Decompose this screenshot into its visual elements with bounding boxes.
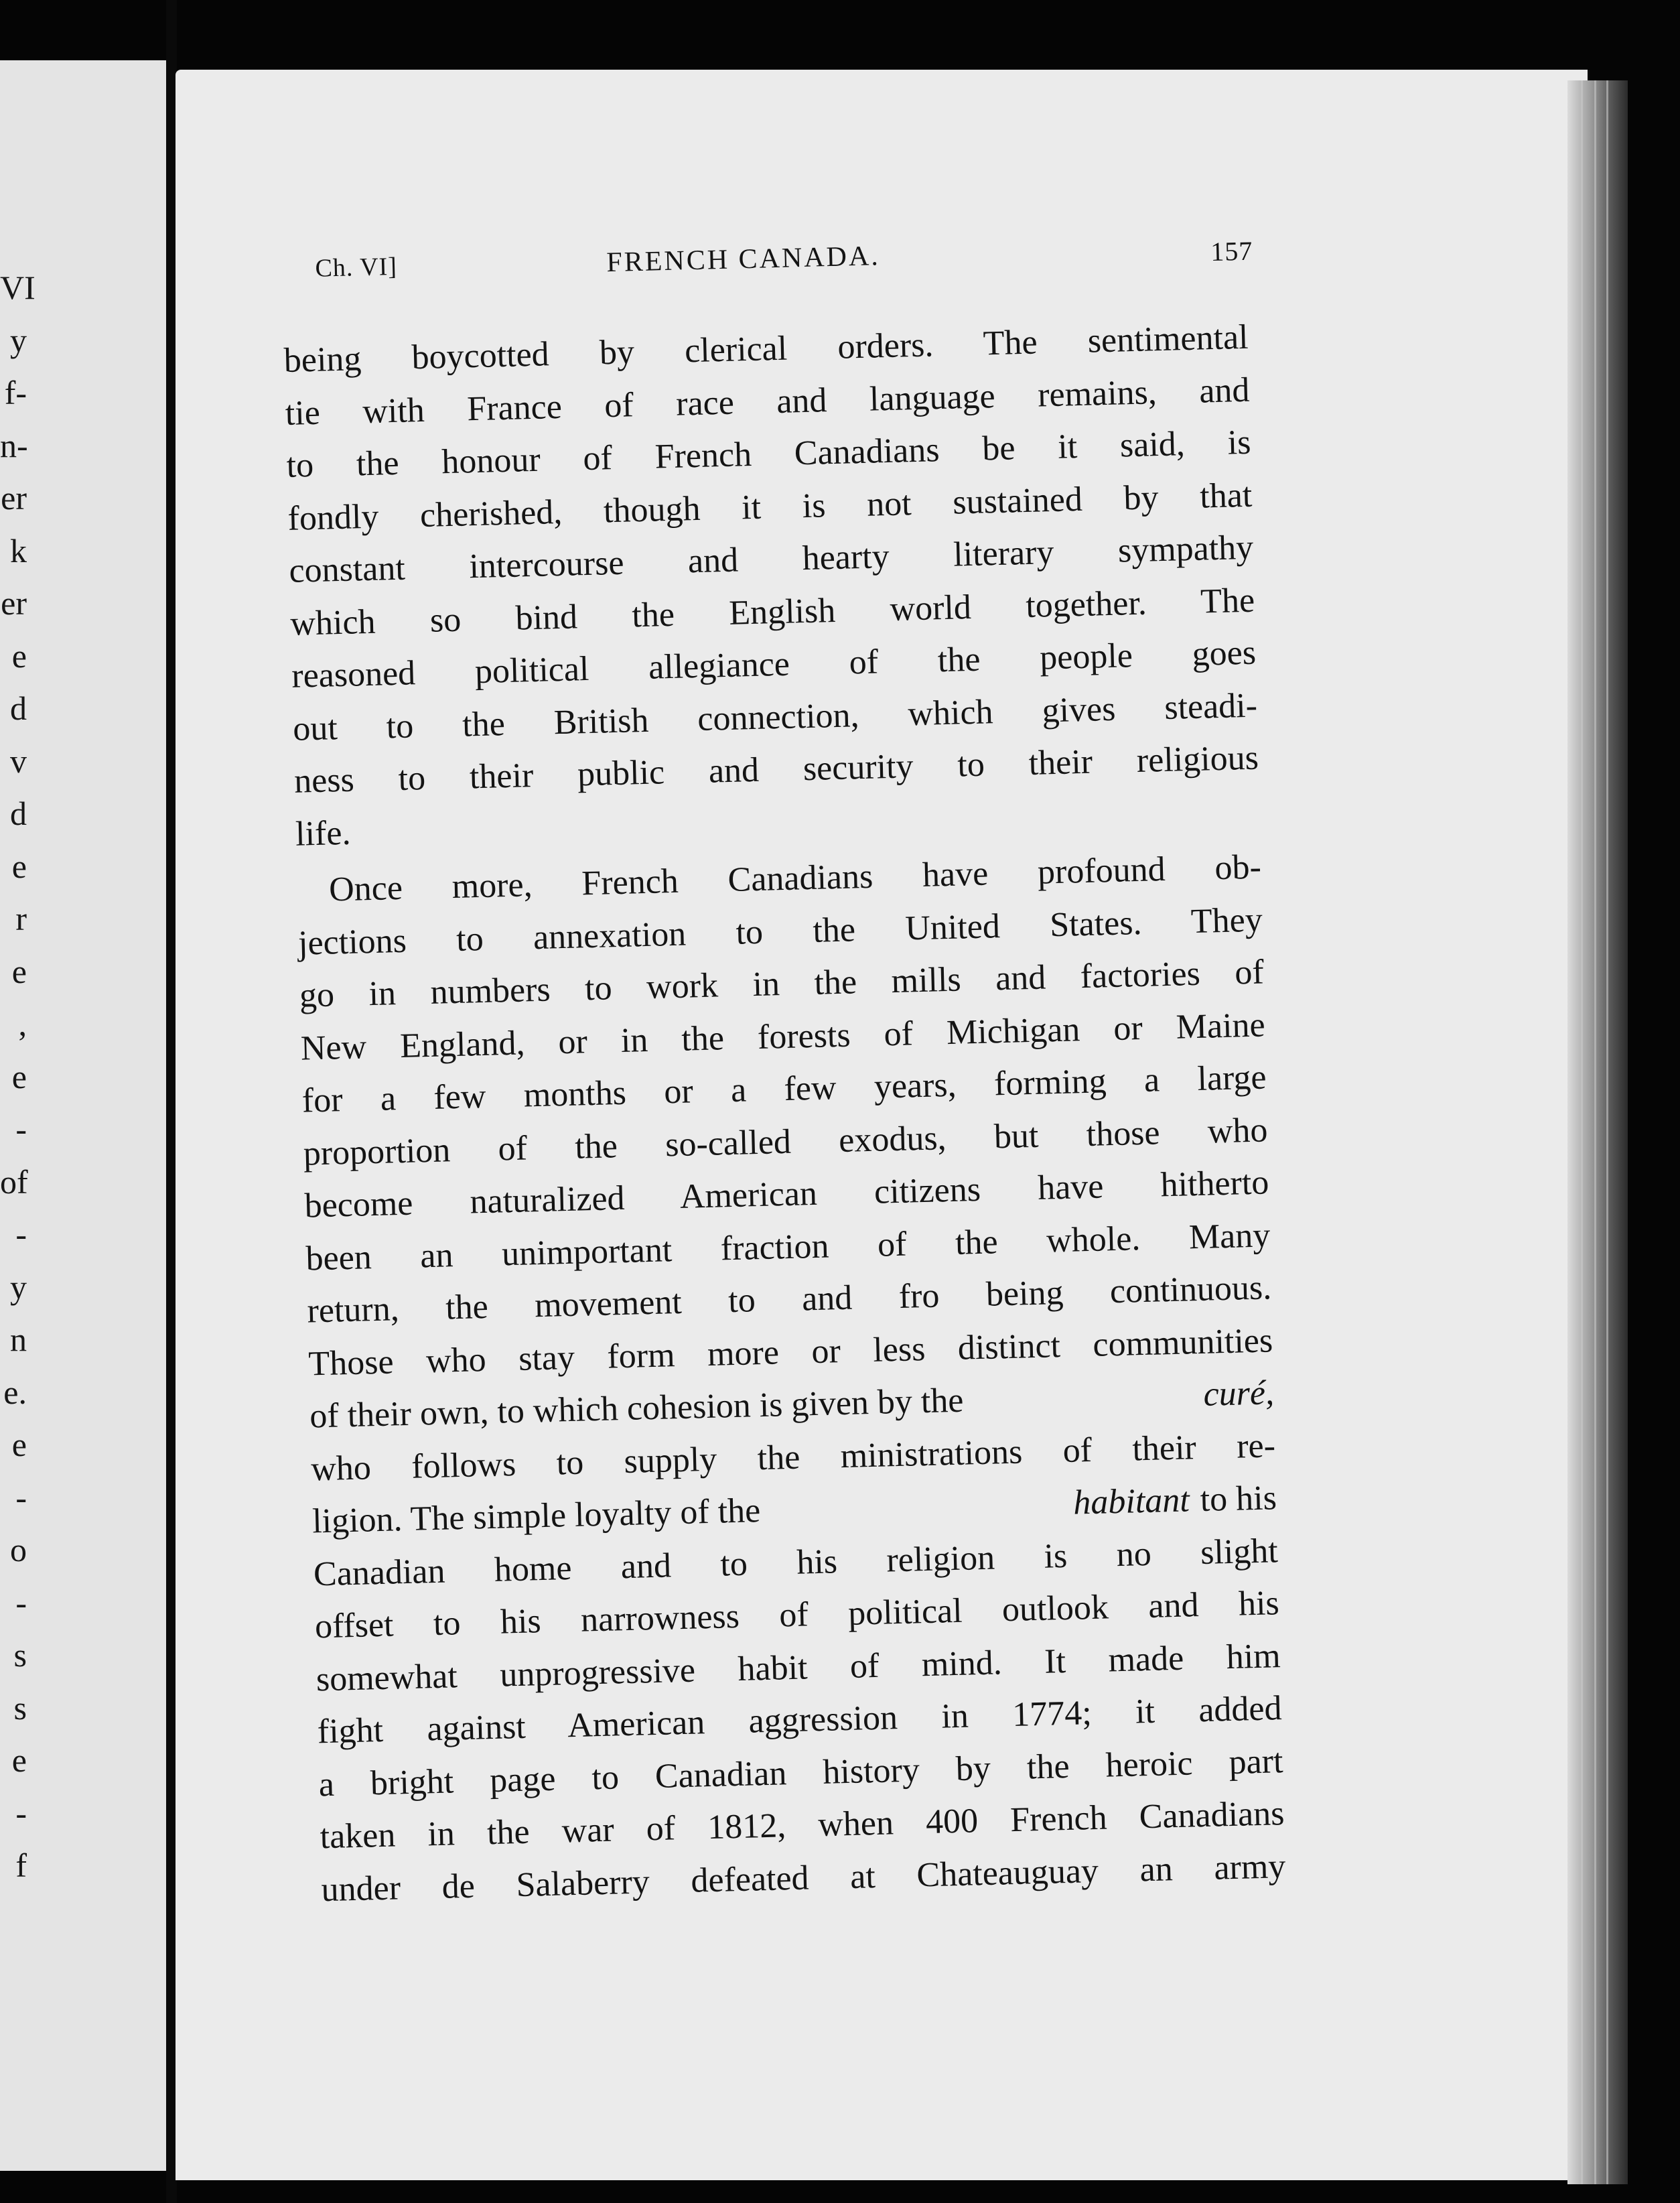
chapter-heading: Ch. VI]	[315, 252, 398, 283]
text-segment-group	[1072, 1472, 1277, 1530]
left-page-fragment: y	[10, 321, 27, 359]
left-page-fragment: e	[11, 952, 27, 990]
text-line: been an unimportant fraction of the whole. Many	[305, 1215, 1271, 1278]
page-number: 157	[1210, 235, 1253, 267]
text-line: go in numbers to work in the mills and factories of	[299, 953, 1265, 1015]
text-line: for a few months or a few years, forming a large	[301, 1058, 1267, 1120]
left-page-fragment: er	[1, 584, 27, 622]
left-page-fragment: s	[13, 1636, 27, 1674]
left-page-fragment: v	[10, 742, 27, 780]
text-line: jections to annexation to the United States. They	[297, 900, 1263, 963]
left-page-fragment: r	[15, 900, 27, 937]
text-line: reasoned political allegiance of the people goes	[291, 633, 1257, 695]
text-line: offset to his narrowness of political outlook and his	[314, 1584, 1280, 1646]
text-line: who follows to supply the ministrations of their re-	[310, 1426, 1276, 1488]
text-line: Canadian home and to his religion is no slight	[313, 1531, 1279, 1593]
left-page-fragment: -	[15, 1583, 27, 1621]
left-page-fragment: f	[15, 1847, 27, 1884]
text-line: fondly cherished, though it is not sustained by that	[287, 476, 1253, 538]
text-line: to the honour of French Canadians be it said, is	[286, 423, 1251, 485]
text-segment: ligion. The simple loyalty of the	[311, 1491, 761, 1541]
left-page-fragment: d	[10, 689, 27, 727]
left-page-fragment: e	[11, 847, 27, 885]
text-line: become naturalized American citizens have hitherto	[304, 1163, 1269, 1225]
text-line: ness to their public and security to their religious	[293, 738, 1259, 801]
left-page-fragment: -	[15, 1110, 27, 1148]
left-page-fragment: -	[15, 1215, 27, 1253]
text-line: taken in the war of 1812, when 400 French Canadians	[320, 1794, 1285, 1857]
text-line: New England, or in the forests of Michigan or Maine	[300, 1005, 1266, 1068]
text-line: fight against American aggression in 1774; it added	[317, 1689, 1283, 1751]
left-page-fragment: s	[13, 1688, 27, 1727]
text-line: constant intercourse and hearty literary sympathy	[288, 528, 1254, 590]
left-page-fragment: e.	[3, 1373, 27, 1411]
left-page-fragment: e	[11, 1057, 27, 1095]
text-line: a bright page to Canadian history by the heroic part	[318, 1741, 1284, 1804]
left-page-fragment: y	[10, 1268, 27, 1306]
text-line: Once more, French Canadians have profound ob-	[328, 848, 1262, 909]
page-body	[281, 231, 1287, 1942]
text-line: return, the movement to and fro being continuous.	[306, 1268, 1272, 1331]
left-page-fragment: e	[11, 1741, 27, 1779]
left-page-fragment: of	[0, 1162, 28, 1201]
text-line: being boycotted by clerical orders. The sentimental	[283, 318, 1249, 380]
text-line: under de Salaberry defeated at Chateauguay an army	[320, 1847, 1286, 1909]
text-line: Those who stay form more or less distinct communities	[307, 1321, 1273, 1383]
text-line: out to the British connection, which gives steadi-	[292, 686, 1258, 748]
left-page-fragment: -	[15, 1478, 27, 1516]
left-page-fragment: er	[1, 479, 27, 517]
paragraph-2	[296, 842, 1286, 1917]
text-line: life.	[295, 813, 352, 854]
text-segment: of their own, to which cohesion is given by the	[309, 1381, 965, 1436]
left-page-fragment: VI	[0, 269, 36, 306]
left-page-fragment: d	[10, 795, 27, 832]
italic-word-cure: curé,	[1202, 1374, 1275, 1414]
left-page-fragment: f-	[4, 374, 27, 411]
left-page-fragment: -	[15, 1794, 27, 1832]
text-line: which so bind the English world together. The	[289, 581, 1255, 643]
left-page-fragment: e	[11, 637, 27, 675]
page-edges	[1567, 80, 1628, 2184]
italic-word-habitant: habitant	[1072, 1481, 1190, 1522]
text-line: proportion of the so-called exodus, but those who	[303, 1110, 1269, 1173]
text-segment: to his	[1199, 1479, 1277, 1520]
left-page-fragment: n	[10, 1321, 27, 1358]
text-line: somewhat unprogressive habit of mind. It made him	[316, 1636, 1281, 1698]
left-page-fragment: k	[10, 531, 27, 570]
left-page-fragment: o	[10, 1531, 27, 1568]
text-line: tie with France of race and language remains, and	[285, 371, 1251, 433]
left-page-fragment: e	[11, 1426, 27, 1463]
left-page-fragment: ,	[18, 1005, 27, 1043]
running-title: FRENCH CANADA.	[606, 241, 881, 279]
left-page	[0, 60, 166, 2171]
left-page-margin-text	[0, 261, 36, 1892]
paragraph-1	[283, 312, 1261, 861]
left-page-fragment: n-	[0, 426, 28, 464]
